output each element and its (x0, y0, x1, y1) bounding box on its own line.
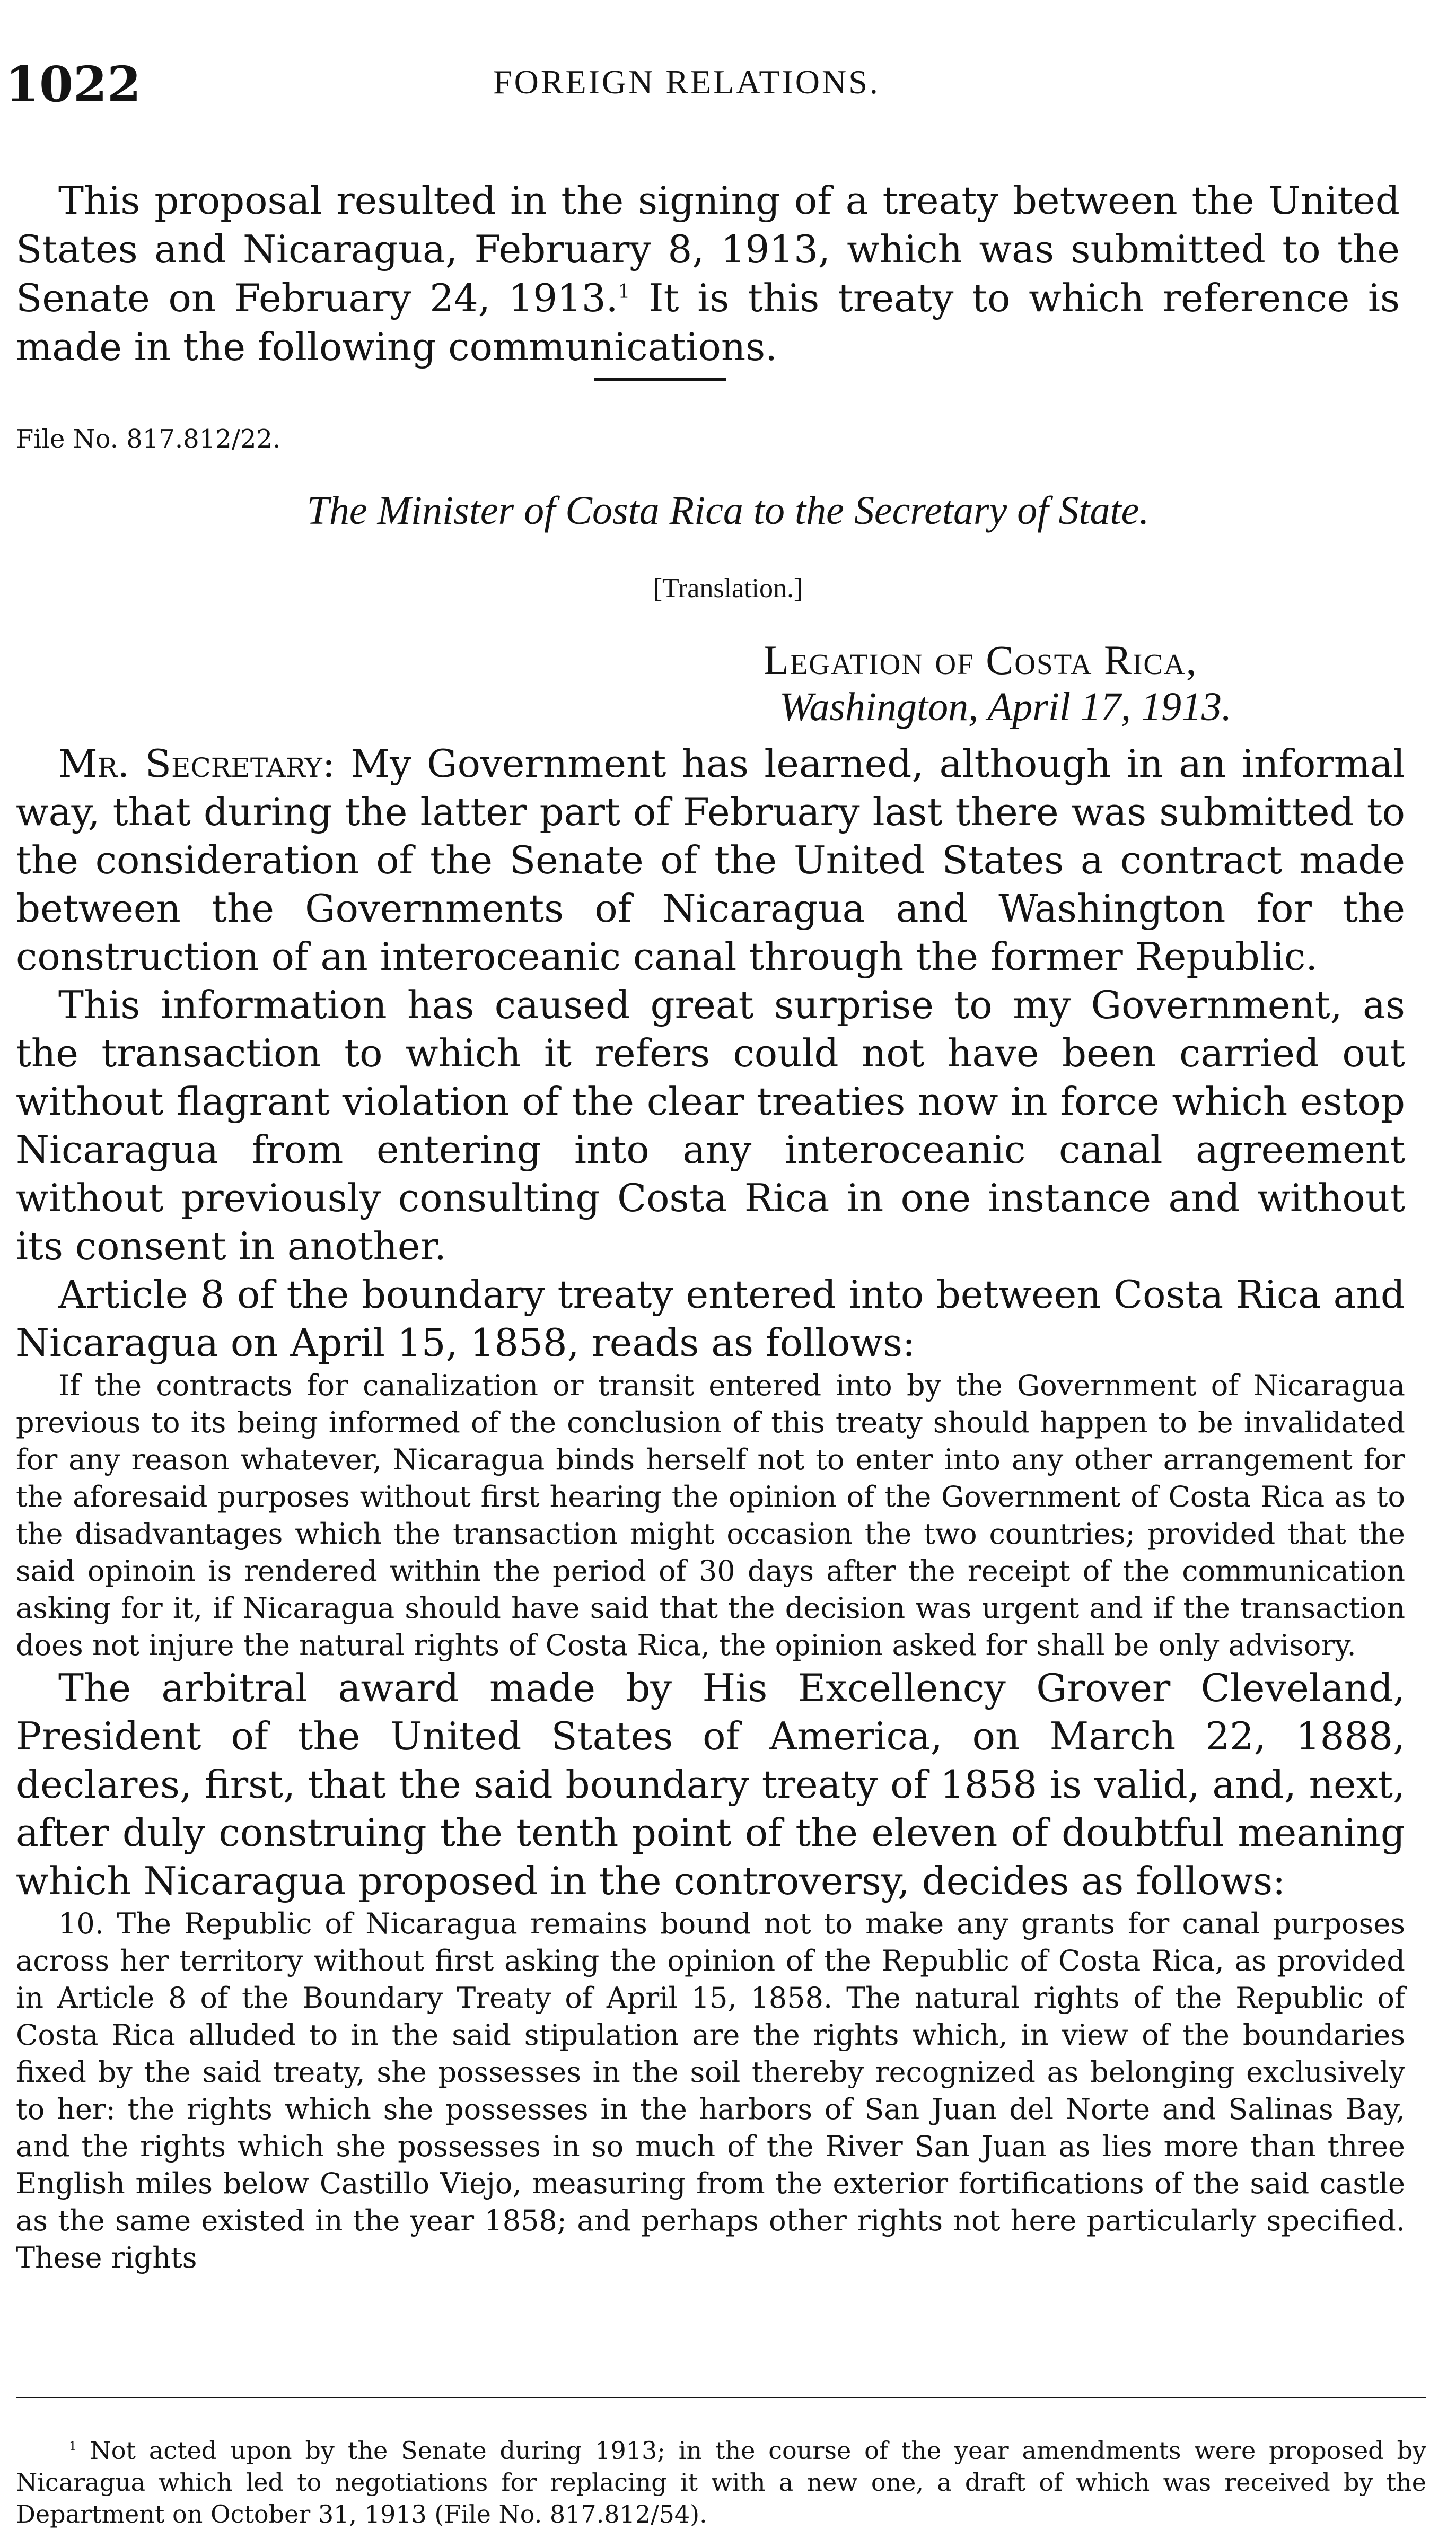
page-number: 1022 (5, 56, 142, 113)
running-head: FOREIGN RELATIONS. (493, 63, 880, 101)
block-quote-article-8: If the contracts for canalization or transit entered into by the Government of Nicaragua previous to its being informed of the conclusion of this treaty should happen to be invalidated for any reason whatever, Nicaragua binds herself not to enter into any other arrangement for the aforesaid purposes without first hearing the opinion of the Government of Costa Rica as to the disadvantages which the transaction might occasion the two countries; provided that the said opinoin is rendered within the period of 30 days after the receipt of the communication asking for it, if Nicaragua should have said that the decision was urgent and if the transaction does not injure the natural rights of Costa Rica, the opinion asked for shall be only advisory. (16, 1369, 1405, 1662)
letter-paragraph-3: Article 8 of the boundary treaty entered into between Costa Rica and Nicaragua on April 15, 1858, reads as follows: (16, 1272, 1405, 1365)
footnote-rule (16, 2397, 1426, 2398)
intro-text-continued: It is this treaty to which reference is made in the following communications. (16, 276, 1400, 369)
letter-paragraph-1 (16, 740, 1405, 981)
footnote-reference: 1 (618, 281, 630, 303)
footnote-mark: 1 (69, 2439, 77, 2454)
letter-paragraph-2: This information has caused great surprise to my Government, as the transaction to which it refers could not have been carried out without flagrant violation of the clear treaties now in force which estop Nicaragua from entering into any interoceanic canal agreement without previously consulting Costa Rica in one instance and without its consent in another. (16, 983, 1405, 1268)
file-number: File No. 817.812/22. (16, 424, 281, 454)
salutation: Mr. Secretary (58, 741, 322, 786)
block-quote-award: 10. The Republic of Nicaragua remains bound not to make any grants for canal purposes across her territory without first asking the opinion of the Republic of Costa Rica, as provided in Article 8 of the Boundary Treaty of April 15, 1858. The natural rights of the Republic of Costa Rica alluded to in the said stipulation are the rights which, in view of the boundaries fixed by the said treaty, she possesses in the soil thereby recognized as belonging exclusively to her: the rights which she possesses in the harbors of San Juan del Norte and Salinas Bay, and the rights which she possesses in so much of the River San Juan as lies more than three English miles below Castillo Viejo, measuring from the exterior fortifications of the said castle as the same existed in the year 1858; and perhaps other rights not here particularly specified. These rights (16, 1907, 1405, 2274)
dateline: Washington, April 17, 1913. (779, 685, 1232, 729)
footnote-text: Not acted upon by the Senate during 1913; in the course of the year amendments were proposed by Nicaragua which led to negotiations for replacing it with a new one, a draft of which was received by the Department on October 31, 1913 (File No. 817.812/54). (16, 2436, 1426, 2528)
footnote (16, 2435, 1426, 2530)
letter-paragraph-4: The arbitral award made by His Excellency Grover Cleveland, President of the United States of America, on March 22, 1888, declares, first, that the said boundary treaty of 1858 is valid, and, next, after duly construing the tenth point of the eleven of doubtful meaning which Nicaragua proposed in the controversy, decides as follows: (16, 1666, 1405, 1903)
intro-paragraph (16, 176, 1400, 371)
document-title: The Minister of Costa Rica to the Secretary of State. (306, 488, 1150, 533)
translation-note: [Translation.] (653, 573, 803, 603)
paragraph-text: : My Government has learned, although in an informal way, that during the latter part of February last there was submitted to the consideration of the Senate of the United States a contract made between the Governments of Nicaragua and Washington for the construction of an interoceanic canal through the former Republic. (16, 741, 1405, 979)
section-divider (594, 378, 726, 381)
legation-heading: Legation of Costa Rica, (764, 637, 1198, 683)
letter-body (16, 740, 1405, 2277)
page-header (0, 0, 1456, 122)
intro-text: This proposal resulted in the signing of a treaty between the United States and Nicaragua, February 8, 1913, which was submitted to the Senate on February 24, 1913. (16, 178, 1400, 320)
